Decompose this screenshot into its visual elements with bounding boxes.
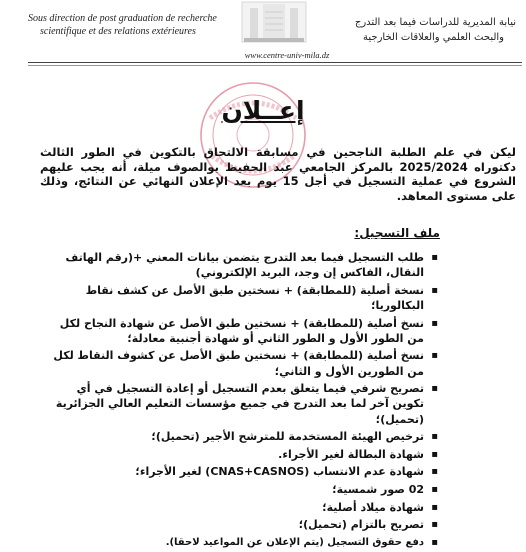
list-item (46, 316, 438, 346)
list-item (46, 348, 438, 378)
list-item-text: شهادة البطالة لغير الأجراء. (278, 447, 424, 461)
intro-paragraph: ليكن في علم الطلبة الناجحين في مسابقة الالتحاق بالتكوين في الطور الثالث دكتوراه 2025/2024 بالمركز الجامعي عبد الحفيظ بوالصوف ميلة، أنه يجب عليهم الشروع في عملية التسجيل في أجل 15 يوم بعد الإعلان النهائي عن النتائج، وذلك على مستوى المعاهد. (40, 145, 516, 203)
list-item (46, 500, 438, 515)
list-item (46, 283, 438, 313)
list-item (46, 535, 438, 550)
list-item (46, 381, 438, 427)
list-item (46, 482, 438, 497)
page-title: إعــلان (221, 96, 305, 125)
header-left-line-1: Sous direction de post graduation de recherche (28, 13, 217, 24)
list-item (46, 517, 438, 532)
bullet-icon: ▪ (431, 431, 438, 443)
bullet-icon: ▪ (431, 252, 438, 263)
bullet-icon: ▪ (431, 501, 438, 513)
header-divider-thin (28, 65, 522, 66)
bullet-icon: ▪ (431, 350, 438, 362)
bullet-icon: ▪ (431, 383, 438, 395)
header-right-line-1: نيابة المديرية للدراسات فيما بعد التدرج (354, 17, 516, 28)
list-item-text: طلب التسجيل فيما بعد التدرج يتضمن بيانات المعني +(رقم الهاتف النقال، الفاكس إن وجد، البريد الإلكتروني) (65, 251, 424, 280)
bullet-icon: ▪ (431, 317, 438, 329)
requirements-list (46, 250, 438, 552)
list-item-text: دفع حقوق التسجيل (يتم الإعلان عن المواعيد لاحقا). (165, 536, 424, 548)
bullet-icon: ▪ (431, 466, 438, 478)
header-right (306, 15, 516, 45)
list-item-text: نسخ أصلية (للمطابقة) + نسختين طبق الأصل عن كشوف النقاط لكل من الطورين الأول و الثاني؛ (53, 349, 424, 378)
bullet-icon: ▪ (431, 519, 438, 531)
list-item-text: شهادة ميلاد أصلية؛ (322, 500, 424, 514)
header-left-line-2: scientifique et des relations extérieures (40, 26, 196, 37)
list-item-text: نسخة أصلية (للمطابقة) + نسختين طبق الأصل عن كشف نقاط البكالوريا؛ (85, 283, 424, 312)
section-title: ملف التسجيل: (354, 226, 440, 240)
bullet-icon: ▪ (431, 536, 438, 548)
list-item-text: نسخ أصلية (للمطابقة) + نسختين طبق الأصل عن شهادة النجاح لكل من الطور الأول و الطور الثاني أو شهادة أجنبية معادلة؛ (59, 316, 424, 345)
website-url: www.centre-univ-mila.dz (244, 50, 330, 60)
header-divider (28, 62, 522, 63)
bullet-icon: ▪ (431, 448, 438, 460)
list-item (46, 250, 438, 280)
bullet-icon: ▪ (431, 284, 438, 296)
list-item (46, 447, 438, 462)
list-item (46, 464, 438, 479)
list-item (46, 429, 438, 444)
list-item-text: شهادة عدم الانتساب (CNAS+CASNOS) لغير الأجراء؛ (135, 465, 424, 479)
list-item-text: 02 صور شمسية؛ (332, 482, 424, 496)
header-left (28, 12, 228, 38)
list-item-text: تصريح بالتزام (تحميل)؛ (298, 518, 424, 532)
list-item-text: ترخيص الهيئة المستخدمة للمترشح الأجير (تحميل)؛ (151, 430, 424, 444)
list-item-text: تصريح شرفي فيما يتعلق بعدم التسجيل أو إعادة التسجيل في أي تكوين آخر لما بعد التدرج في جميع مؤسسات التعليم العالي الجزائرية (تحميل)؛ (55, 382, 424, 426)
header-right-line-2: والبحث العلمي والعلاقات الخارجية (363, 32, 504, 43)
bullet-icon: ▪ (431, 483, 438, 495)
